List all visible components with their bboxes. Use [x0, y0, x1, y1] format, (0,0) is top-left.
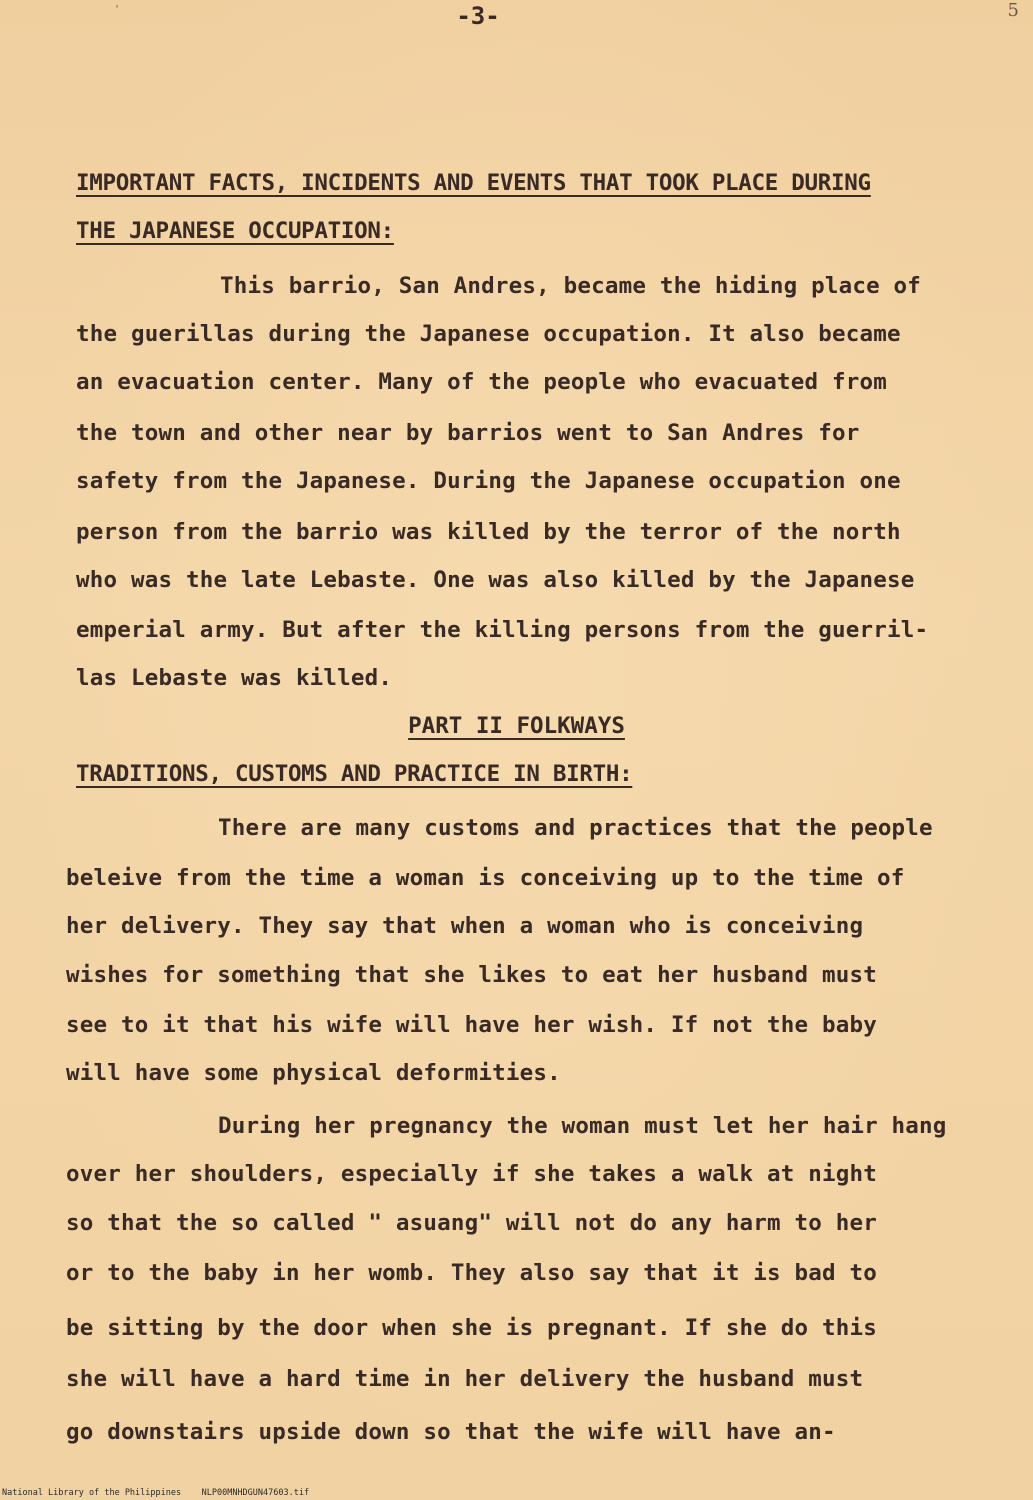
body-line: so that the so called " asuang" will not do any harm to her [66, 1210, 878, 1236]
body-line: This barrio, San Andres, became the hiding place of [220, 273, 922, 299]
part-title: PART II FOLKWAYS [408, 713, 625, 739]
body-line: be sitting by the door when she is pregnant. If she do this [66, 1315, 878, 1341]
body-line: beleive from the time a woman is conceiving up to the time of [66, 865, 905, 891]
footer-filename: NLP00MNHDGUN47603.tif [201, 1488, 310, 1498]
body-line: over her shoulders, especially if she takes a walk at night [66, 1161, 878, 1187]
body-line: wishes for something that she likes to eat her husband must [66, 962, 878, 988]
body-line: safety from the Japanese. During the Japanese occupation one [76, 468, 901, 494]
body-line: las Lebaste was killed. [76, 665, 393, 691]
body-line: the town and other near by barrios went to San Andres for [76, 420, 860, 446]
body-line: emperial army. But after the killing persons from the guerril- [76, 617, 929, 643]
body-line: will have some physical deformities. [66, 1060, 561, 1086]
section-heading-line-2: THE JAPANESE OCCUPATION: [76, 218, 394, 244]
body-line: person from the barrio was killed by the terror of the north [76, 519, 901, 545]
footer-library: National Library of the Philippines [2, 1488, 182, 1498]
body-line: the guerillas during the Japanese occupation. It also became [76, 321, 901, 347]
archive-footer [2, 1488, 309, 1498]
body-line: or to the baby in her womb. They also say that it is bad to [66, 1260, 878, 1286]
body-line: an evacuation center. Many of the people who evacuated from [76, 369, 888, 395]
body-line: During her pregnancy the woman must let her hair hang [218, 1113, 947, 1139]
body-line: see to it that his wife will have her wish. If not the baby [66, 1012, 878, 1038]
body-line: she will have a hard time in her delivery the husband must [66, 1366, 864, 1392]
section-heading: TRADITIONS, CUSTOMS AND PRACTICE IN BIRTH: [76, 761, 633, 787]
corner-tick-mark: ' [114, 4, 121, 15]
section-heading-line-1: IMPORTANT FACTS, INCIDENTS AND EVENTS THAT TOOK PLACE DURING [76, 170, 871, 196]
body-line: her delivery. They say that when a woman who is conceiving [66, 913, 864, 939]
page-number: -3- [456, 2, 500, 30]
body-line: go downstairs upside down so that the wife will have an- [66, 1419, 836, 1445]
handwritten-page-mark: 5 [1007, 0, 1019, 21]
body-line: There are many customs and practices that the people [218, 815, 933, 841]
body-line: who was the late Lebaste. One was also killed by the Japanese [76, 567, 915, 593]
